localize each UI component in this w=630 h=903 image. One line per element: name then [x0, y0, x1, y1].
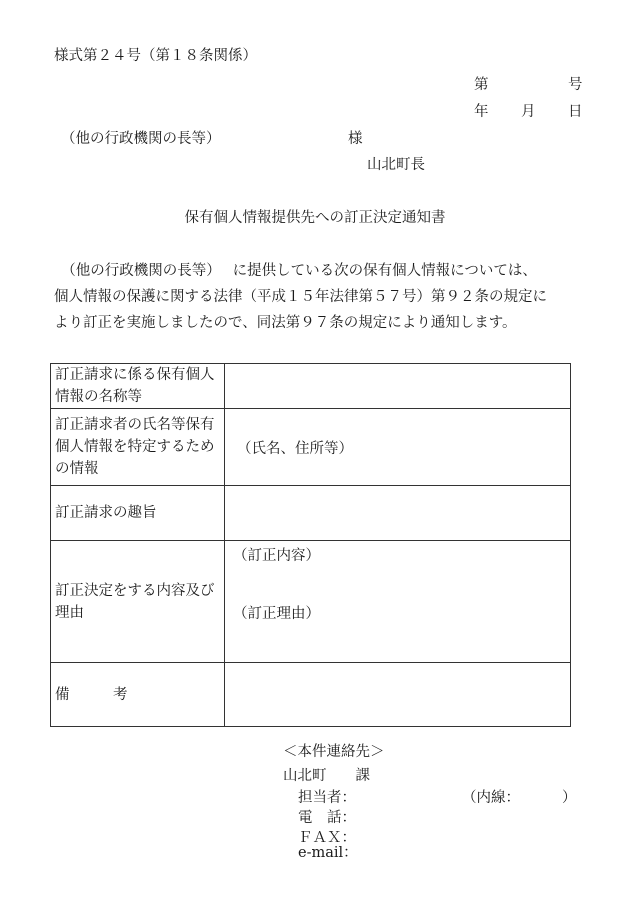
correction-reason-label: （訂正理由） [233, 606, 320, 622]
contact-extension-close: ） [562, 790, 577, 806]
table-row [51, 409, 571, 486]
addressee: （他の行政機関の長等） [61, 131, 221, 147]
correction-content-label: （訂正内容） [233, 548, 320, 564]
table-row [51, 663, 571, 727]
row-label: 訂正決定をする内容及び理由 [51, 541, 225, 663]
body-line: 個人情報の保護に関する法律（平成１５年法律第５７号）第９２条の規定に [54, 289, 547, 305]
contact-email-label: e-mail： [298, 845, 358, 861]
contact-phone-label: 電 話： [298, 810, 356, 826]
row-label: 備 考 [51, 663, 225, 727]
date-month-label: 月 [521, 104, 536, 120]
contact-heading: ＜本件連絡先＞ [283, 744, 385, 760]
document-number-prefix: 第 [474, 77, 489, 93]
row-label: 訂正請求の趣旨 [51, 486, 225, 541]
body-line: （他の行政機関の長等） に提供している次の保有個人情報については、 [54, 263, 537, 279]
form-number: 様式第２４号（第１８条関係） [54, 48, 257, 64]
table-row [51, 486, 571, 541]
row-label: 訂正請求に係る保有個人情報の名称等 [51, 364, 225, 409]
body-line: より訂正を実施しましたので、同法第９７条の規定により通知します。 [54, 315, 517, 331]
honorific: 様 [348, 131, 363, 147]
document-title: 保有個人情報提供先への訂正決定通知書 [184, 210, 446, 226]
contact-extension-label: （内線： [462, 790, 520, 806]
sender: 山北町長 [367, 157, 425, 173]
row-label: 訂正請求者の氏名等保有個人情報を特定するための情報 [51, 409, 225, 486]
row-value [225, 486, 571, 541]
date-day-label: 日 [568, 104, 583, 120]
document-number-suffix: 号 [568, 77, 583, 93]
table-row [51, 364, 571, 409]
contact-fax-label: ＦＡＸ： [298, 830, 356, 846]
contact-person-label: 担当者： [298, 790, 356, 806]
row-value [225, 364, 571, 409]
date-year-label: 年 [474, 104, 489, 120]
table-row [51, 541, 571, 663]
form-table [50, 363, 571, 727]
row-value: （氏名、住所等） [225, 409, 571, 486]
contact-department: 山北町 課 [283, 768, 370, 784]
row-value [225, 663, 571, 727]
row-value [225, 541, 571, 663]
body-paragraph [54, 258, 594, 336]
